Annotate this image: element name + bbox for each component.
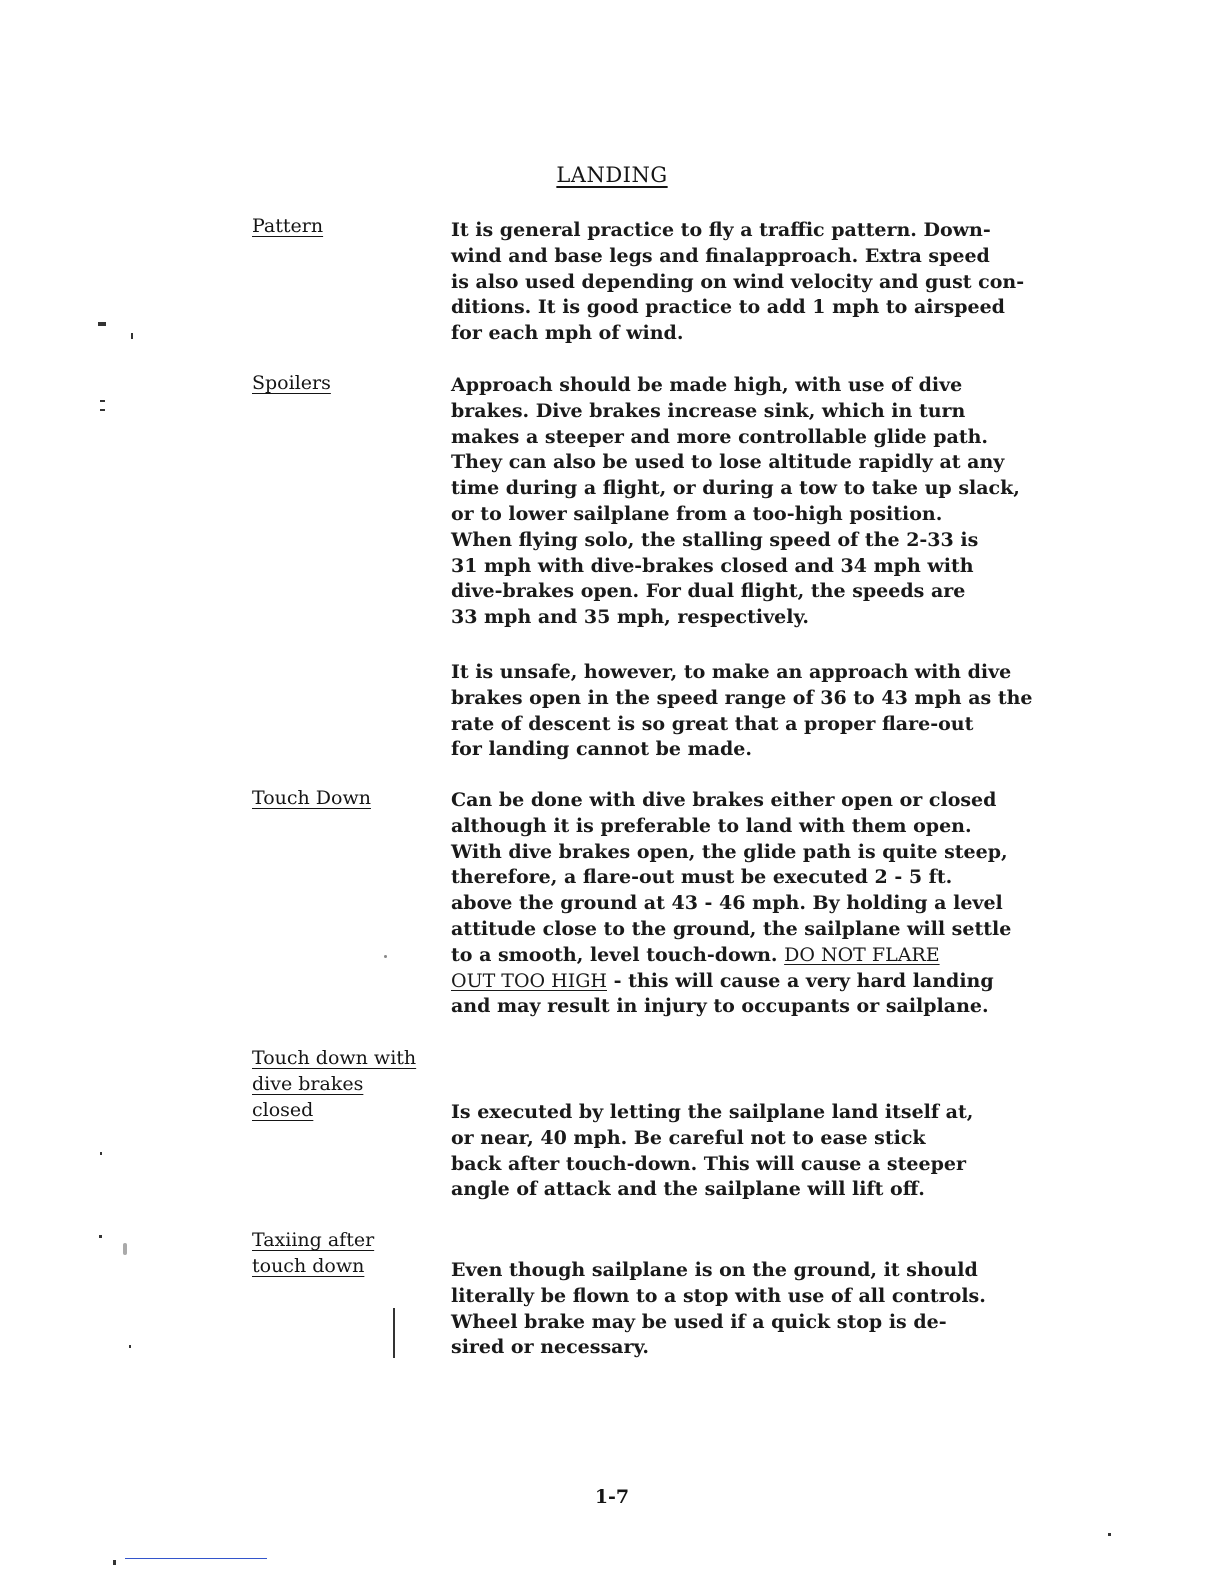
text-line: It is unsafe, however, to make an approach with dive (451, 661, 1012, 683)
scan-speck (100, 409, 105, 411)
scan-speck (131, 333, 133, 339)
text-line: When flying solo, the stalling speed of the 2-33 is (451, 528, 979, 551)
section-label-spoilers (252, 370, 437, 396)
scan-speck (100, 400, 105, 402)
label-line: Taxiing after (252, 1229, 375, 1251)
paragraph-spoilers-unsafe (451, 660, 1033, 763)
scan-speck (113, 1560, 116, 1565)
text-line: for each mph of wind. (451, 322, 684, 345)
text-line (451, 969, 1021, 995)
text-line: 33 mph and 35 mph, respectively. (451, 606, 809, 629)
label-line: Spoilers (252, 372, 331, 394)
label-line: Touch Down (252, 787, 371, 809)
scan-speck (1108, 1533, 1111, 1536)
bottom-rule (125, 1558, 267, 1559)
text-line: brakes. Dive brakes increase sink, which in turn (451, 399, 966, 422)
text-line: therefore, a flare-out must be executed 2 - 5 ft. (451, 866, 953, 889)
text-line: time during a flight, or during a tow to take up slack, (451, 477, 1020, 500)
text-line: Even though sailplane is on the ground, it should (451, 1259, 978, 1281)
paragraph-taxiing (451, 1258, 1021, 1361)
paragraph-pattern (451, 218, 1025, 347)
text-line: although it is preferable to land with them open. (451, 814, 972, 837)
text-line: dive-brakes open. For dual flight, the speeds are (451, 580, 966, 603)
paragraph-touch-down-brakes-closed (451, 1100, 1021, 1203)
text-line: sired or necessary. (451, 1336, 649, 1359)
text-line: 31 mph with dive-brakes closed and 34 mph with (451, 554, 974, 577)
text-line: angle of attack and the sailplane will lift off. (451, 1178, 925, 1201)
scan-speck (129, 1345, 131, 1348)
text-line: It is general practice to fly a traffic pattern. Down- (451, 219, 991, 241)
label-line: touch down (252, 1255, 365, 1277)
text-line: back after touch-down. This will cause a steeper (451, 1152, 966, 1175)
text-line: attitude close to the ground, the sailplane will settle (451, 917, 1012, 940)
text-line: brakes open in the speed range of 36 to 43 mph as the (451, 686, 1033, 709)
text-line: and may result in injury to occupants or sailplane. (451, 995, 989, 1018)
text-line: or near, 40 mph. Be careful not to ease stick (451, 1126, 926, 1149)
scan-speck (99, 1235, 102, 1238)
text-line: They can also be used to lose altitude rapidly at any (451, 451, 1005, 474)
text-line (451, 943, 1021, 969)
label-line: Touch down with (252, 1047, 417, 1069)
text-line: makes a steeper and more controllable glide path. (451, 425, 989, 448)
text-segment: - this will cause a very hard landing (607, 969, 994, 992)
text-line: for landing cannot be made. (451, 738, 752, 761)
label-line: dive brakes (252, 1073, 364, 1095)
paragraph-touch-down (451, 788, 1021, 1020)
text-segment: to a smooth, level touch-down. (451, 943, 785, 966)
text-line: literally be flown to a stop with use of all controls. (451, 1284, 986, 1307)
page-heading: LANDING (556, 163, 668, 187)
scan-speck (100, 1152, 102, 1155)
text-line: is also used depending on wind velocity and gust con- (451, 270, 1025, 293)
text-line: With dive brakes open, the glide path is quite steep, (451, 840, 1008, 863)
text-line: or to lower sailplane from a too-high position. (451, 502, 943, 525)
section-label-touch-down-brakes-closed (252, 1045, 437, 1123)
scan-speck (393, 1308, 395, 1358)
section-label-touch-down (252, 785, 437, 811)
text-line: above the ground at 43 - 46 mph. By holding a level (451, 892, 1003, 915)
paragraph-spoilers (451, 373, 1021, 631)
warning-text: DO NOT FLARE (784, 943, 940, 966)
section-label-taxiing (252, 1227, 437, 1279)
label-line: Pattern (252, 215, 324, 237)
scan-speck (98, 322, 106, 326)
scan-speck (384, 955, 387, 958)
warning-text: OUT TOO HIGH (451, 969, 607, 992)
text-line: Wheel brake may be used if a quick stop is de- (451, 1310, 947, 1333)
text-line: Is executed by letting the sailplane land itself at, (451, 1101, 974, 1123)
text-line: Can be done with dive brakes either open or closed (451, 789, 997, 811)
label-line: closed (252, 1099, 314, 1121)
text-line: wind and base legs and finalapproach. Extra speed (451, 244, 990, 267)
section-label-pattern (252, 213, 437, 239)
page-number: 1-7 (594, 1486, 630, 1508)
text-line: Approach should be made high, with use of dive (451, 374, 963, 396)
text-line: ditions. It is good practice to add 1 mph to airspeed (451, 296, 1005, 319)
text-line: rate of descent is so great that a proper flare-out (451, 712, 974, 735)
scan-speck (123, 1243, 127, 1255)
